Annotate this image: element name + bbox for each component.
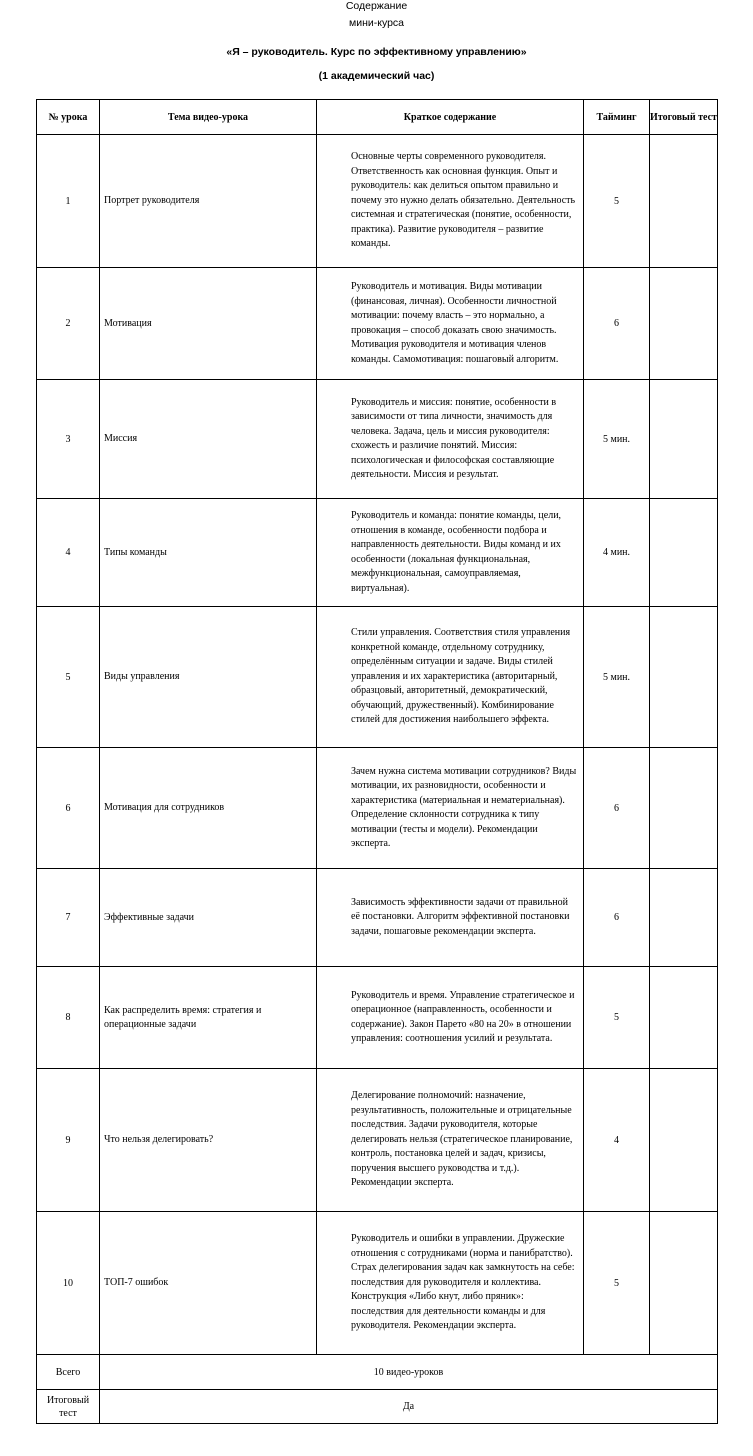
final-test-value: Да [100, 1390, 718, 1424]
lesson-timing: 4 [584, 1069, 650, 1212]
doc-title-line1: Содержание [345, 0, 408, 12]
lesson-timing: 6 [584, 748, 650, 869]
table-row [37, 135, 718, 268]
table-row [37, 748, 718, 869]
lesson-test [650, 869, 718, 967]
lesson-summary: Делегирование полномочий: назначение, результативность, положительные и отрицательные последствия. Задачи руководителя, которые делегировать нельзя (стратегическое планирование, контроль, постановка целей и задач, кризисы, поручения высшего руководства и т.д.). Рекомендации эксперта. [317, 1069, 584, 1212]
course-title: «Я – руководитель. Курс по эффективному управлению» [226, 46, 527, 58]
lesson-topic: Мотивация для сотрудников [100, 748, 317, 869]
lesson-num: 6 [37, 748, 100, 869]
lesson-num: 3 [37, 380, 100, 499]
table-row [37, 607, 718, 748]
doc-title-line2: мини-курса [348, 17, 405, 29]
lesson-test [650, 748, 718, 869]
lesson-timing: 5 [584, 967, 650, 1069]
lesson-topic: Типы команды [100, 499, 317, 607]
lesson-num: 9 [37, 1069, 100, 1212]
final-test-label: Итоговый тест [37, 1390, 100, 1424]
lesson-topic: Виды управления [100, 607, 317, 748]
lesson-num: 4 [37, 499, 100, 607]
lesson-summary: Основные черты современного руководителя. Ответственность как основная функция. Опыт и руководитель: как делиться опытом правильно и почему это нужно делать обязательно. Деятельность системная и стратегическая (понятие, особенности, практика). Развитие руководителя – развитие команды. [317, 135, 584, 268]
table-row [37, 499, 718, 607]
total-row [37, 1355, 718, 1390]
lesson-topic: Мотивация [100, 268, 317, 380]
lesson-summary: Руководитель и миссия: понятие, особенности в зависимости от типа личности, значимость для человека. Задача, цель и миссия руководителя: схожесть и различие понятий. Миссия: психологическая и философская составляющие деятельности. Миссия и результат. [317, 380, 584, 499]
table-row [37, 1069, 718, 1212]
lesson-test [650, 607, 718, 748]
table-row [37, 967, 718, 1069]
col-header-topic: Тема видео-урока [100, 100, 317, 135]
lesson-timing: 6 [584, 268, 650, 380]
lesson-test [650, 268, 718, 380]
lesson-summary: Зависимость эффективности задачи от правильной её постановки. Алгоритм эффективной постановки задачи, пошаговые рекомендации эксперта. [317, 869, 584, 967]
lesson-num: 8 [37, 967, 100, 1069]
lesson-summary: Руководитель и мотивация. Виды мотивации (финансовая, личная). Особенности личностной мотивации: почему власть – это нормально, а провокация – способ доказать свою значимость. Мотивация руководителя и мотивация членов команды. Самомотивация: пошаговый алгоритм. [317, 268, 584, 380]
lesson-topic: Миссия [100, 380, 317, 499]
lesson-timing: 5 мин. [584, 380, 650, 499]
lesson-test [650, 499, 718, 607]
lesson-num: 5 [37, 607, 100, 748]
table-row [37, 268, 718, 380]
lesson-test [650, 967, 718, 1069]
lesson-summary: Зачем нужна система мотивации сотрудников? Виды мотивации, их разновидности, особенности и характеристика (материальная и нематериальная). Определение склонности сотрудника к типу мотивации (тесты и модели). Рекомендации эксперта. [317, 748, 584, 869]
lesson-summary: Стили управления. Соответствия стиля управления конкретной команде, отдельному сотруднику, определённым ситуации и задаче. Виды стилей управления и их характеристика (авторитарный, образцовый, авторитетный, демократический, обучающий, дружественный). Комбинирование стилей для достижения наибольшего эффекта. [317, 607, 584, 748]
table-row [37, 1212, 718, 1355]
lesson-topic: Как распределить время: стратегия и операционные задачи [100, 967, 317, 1069]
total-value: 10 видео-уроков [100, 1355, 718, 1390]
course-duration: (1 академический час) [318, 70, 435, 82]
lesson-summary: Руководитель и ошибки в управлении. Дружеские отношения с сотрудниками (норма и панибратство). Страх делегирования задач как замкнутость на себе: последствия для руководителя и коллектива. Конструкция «Либо кнут, либо пряник»: последствия для деятельности команды и для руководителя. Рекомендации эксперта. [317, 1212, 584, 1355]
col-header-timing: Тайминг [584, 100, 650, 135]
col-header-test: Итоговый тест [650, 100, 718, 135]
lesson-timing: 5 мин. [584, 607, 650, 748]
col-header-summary: Краткое содержание [317, 100, 584, 135]
lesson-test [650, 1212, 718, 1355]
final-test-row [37, 1390, 718, 1424]
lesson-num: 2 [37, 268, 100, 380]
lesson-topic: Что нельзя делегировать? [100, 1069, 317, 1212]
lesson-test [650, 1069, 718, 1212]
lesson-num: 7 [37, 869, 100, 967]
lesson-timing: 5 [584, 135, 650, 268]
lesson-test [650, 380, 718, 499]
lesson-topic: Портрет руководителя [100, 135, 317, 268]
col-header-num: № урока [37, 100, 100, 135]
course-table [36, 99, 718, 1424]
total-label: Всего [37, 1355, 100, 1390]
table-row [37, 869, 718, 967]
lesson-timing: 6 [584, 869, 650, 967]
lesson-num: 10 [37, 1212, 100, 1355]
lesson-timing: 5 [584, 1212, 650, 1355]
lesson-summary: Руководитель и команда: понятие команды, цели, отношения в команде, особенности подбора и направленность деятельности. Виды команд и их особенности (локальная функциональная, межфункциональная, самоуправляемая, виртуальная). [317, 499, 584, 607]
lesson-topic: Эффективные задачи [100, 869, 317, 967]
lesson-summary: Руководитель и время. Управление стратегическое и операционное (направленность, особенности и содержание). Закон Парето «80 на 20» в отношении управления: соотношения усилий и результата. [317, 967, 584, 1069]
table-header-row [37, 100, 718, 135]
lesson-test [650, 135, 718, 268]
lesson-topic: ТОП-7 ошибок [100, 1212, 317, 1355]
table-row [37, 380, 718, 499]
lesson-timing: 4 мин. [584, 499, 650, 607]
lesson-num: 1 [37, 135, 100, 268]
